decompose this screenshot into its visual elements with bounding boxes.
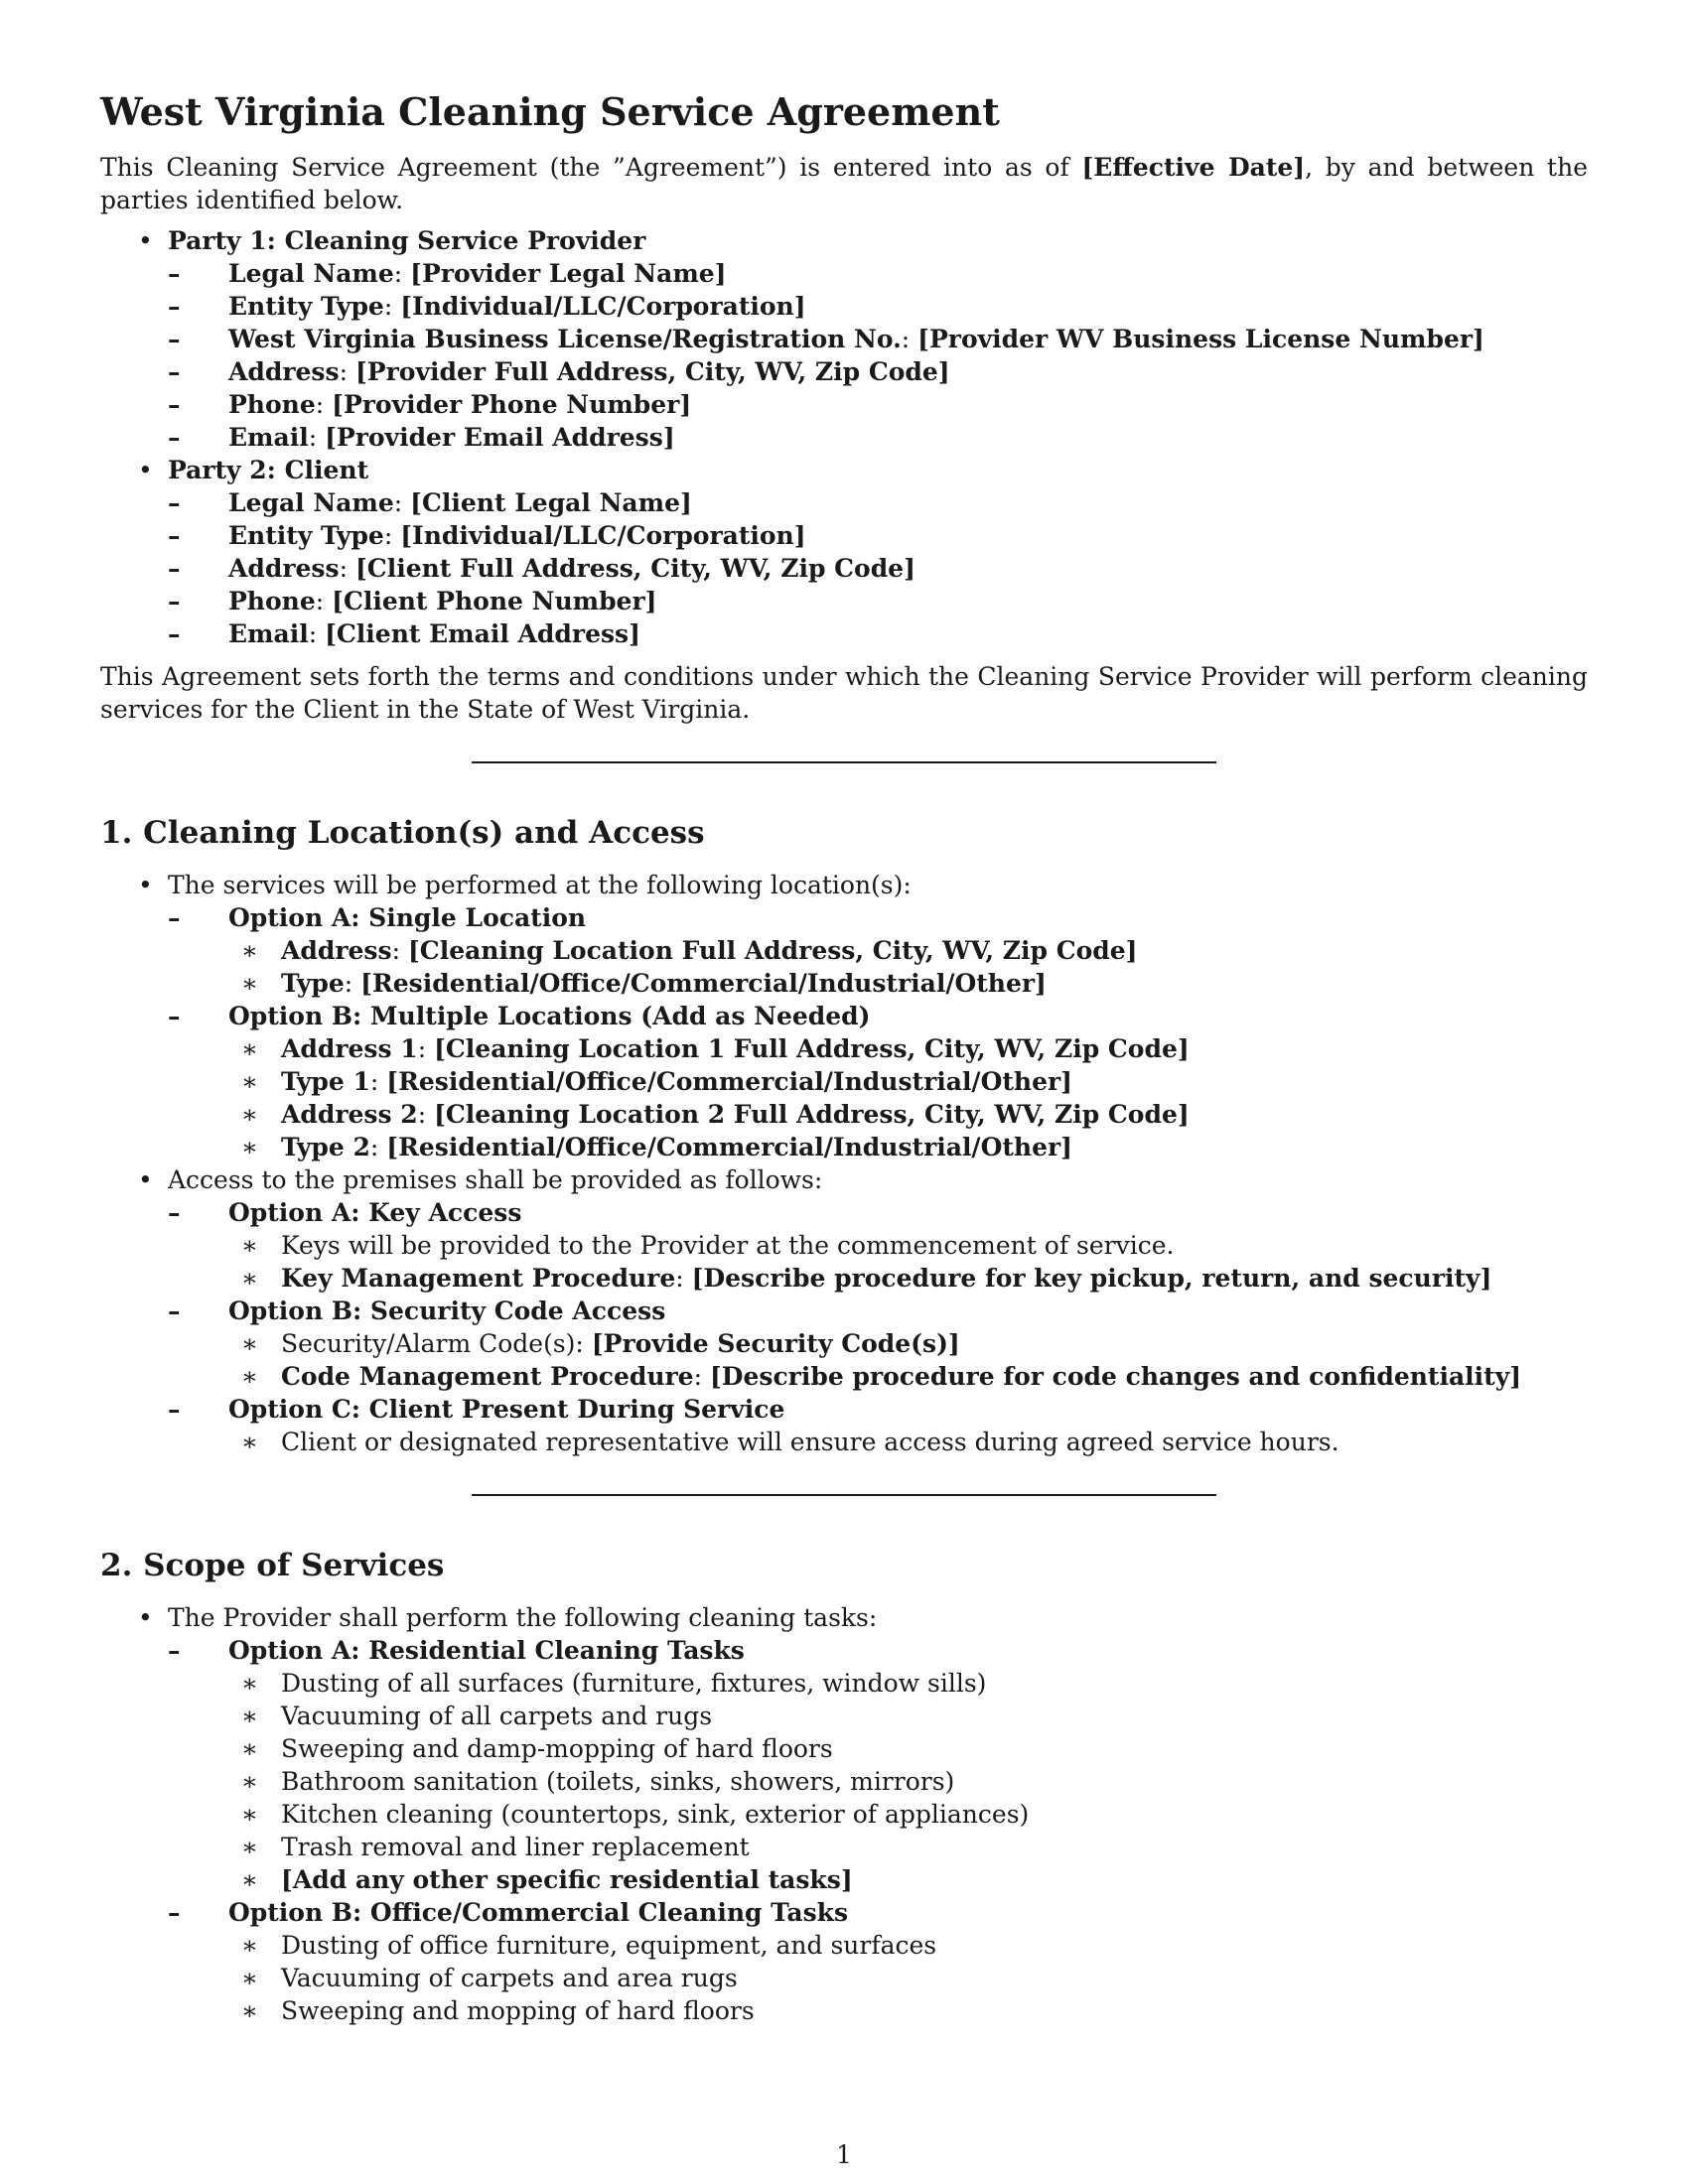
task-item: ∗ [Add any other specific residential tasks] xyxy=(168,1863,1588,1896)
parties-list xyxy=(100,224,1588,650)
party-1-field: – Address: [Provider Full Address, City, WV, Zip Code] xyxy=(168,355,1588,388)
intro-text-start: This Cleaning Service Agreement (the ”Agreement”) is entered into as of xyxy=(100,153,1082,182)
party-1-field: – Legal Name: [Provider Legal Name] xyxy=(168,257,1588,290)
access-option-a: – Option A: Key Access ∗ Keys will be provided to the Provider at the commencement of service. ∗ Key Management Procedure: [Describe procedure for key pickup, return, and security] xyxy=(168,1196,1588,1295)
party-1-field: – Email: [Provider Email Address] xyxy=(168,421,1588,454)
location-field: ∗ Type 2: [Residential/Office/Commercial/Industrial/Other] xyxy=(168,1131,1588,1163)
access-detail: ∗ Security/Alarm Code(s): [Provide Security Code(s)] xyxy=(168,1327,1588,1360)
location-option-a: – Option A: Single Location ∗ Address: [Cleaning Location Full Address, City, WV, Zip Code] ∗ Type: [Residential/Office/Commercial/Industrial/Other] xyxy=(168,901,1588,1000)
section-divider xyxy=(472,1494,1216,1496)
party-2-field: – Email: [Client Email Address] xyxy=(168,617,1588,650)
task-item: ∗ Trash removal and liner replacement xyxy=(168,1831,1588,1863)
task-item: ∗ Bathroom sanitation (toilets, sinks, showers, mirrors) xyxy=(168,1765,1588,1798)
page-number: 1 xyxy=(836,2140,852,2169)
document-page xyxy=(100,87,1588,2037)
effective-date-placeholder: [Effective Date] xyxy=(1081,153,1306,182)
task-item: ∗ Dusting of all surfaces (furniture, fixtures, window sills) xyxy=(168,1667,1588,1700)
location-field: ∗ Type 1: [Residential/Office/Commercial/Industrial/Other] xyxy=(168,1065,1588,1098)
party-1-field: – Phone: [Provider Phone Number] xyxy=(168,388,1588,421)
party-2-field: – Entity Type: [Individual/LLC/Corporation] xyxy=(168,519,1588,552)
party-2-field: – Phone: [Client Phone Number] xyxy=(168,585,1588,617)
intro-paragraph xyxy=(100,151,1588,216)
section-1-list xyxy=(100,869,1588,1458)
section-2-heading: 2. Scope of Services xyxy=(100,1548,445,1583)
access-intro: Access to the premises shall be provided as follows: xyxy=(168,1165,823,1194)
section-divider xyxy=(472,761,1216,763)
closing-paragraph: This Agreement sets forth the terms and conditions under which the Cleaning Service Provider will perform cleaning services for the Client in the State of West Virginia. xyxy=(100,662,1588,724)
scope-option-b: – Option B: Office/Commercial Cleaning Tasks ∗ Dusting of office furniture, equipment, and surfaces ∗ Vacuuming of carpets and area rugs ∗ Sweeping and mopping of hard floors xyxy=(168,1896,1588,2027)
document-title: West Virginia Cleaning Service Agreement xyxy=(100,89,1000,134)
scope-option-a: – Option A: Residential Cleaning Tasks ∗ Dusting of all surfaces (furniture, fixtures, window sills) ∗ Vacuuming of all carpets and rugs ∗ Sweeping and damp-mopping of hard floors ∗ Bathroom sanitation (toilets, sinks, showers, mirrors) ∗ Kitchen cleaning (countertops, sink, exterior of appliances) ∗ Trash removal and liner replacement ∗ [Add any other specific residential tasks] xyxy=(168,1634,1588,1896)
party-1-heading: Party 1: Cleaning Service Provider xyxy=(168,226,646,255)
location-field: ∗ Address 1: [Cleaning Location 1 Full Address, City, WV, Zip Code] xyxy=(168,1032,1588,1065)
scope-item xyxy=(100,1601,1588,2027)
party-2-heading: Party 2: Client xyxy=(168,456,369,484)
location-option-b: – Option B: Multiple Locations (Add as Needed) ∗ Address 1: [Cleaning Location 1 Full Address, City, WV, Zip Code] ∗ Type 1: [Residential/Office/Commercial/Industrial/Other] ∗ Address 2: [Cleaning Location 2 Full Address, City, WV, Zip Code] ∗ Type 2: [Residential/Office/Commercial/Industrial/Other] xyxy=(168,1000,1588,1163)
party-1-field: – West Virginia Business License/Registration No.: [Provider WV Business License Number] xyxy=(168,323,1588,355)
access-detail: ∗ Keys will be provided to the Provider at the commencement of service. xyxy=(168,1229,1588,1262)
task-item: ∗ Sweeping and damp-mopping of hard floors xyxy=(168,1732,1588,1765)
section-1-heading: 1. Cleaning Location(s) and Access xyxy=(100,815,705,851)
party-1-fields xyxy=(168,257,1588,454)
task-item: ∗ Vacuuming of all carpets and rugs xyxy=(168,1700,1588,1732)
location-field: ∗ Type: [Residential/Office/Commercial/Industrial/Other] xyxy=(168,967,1588,1000)
access-detail: ∗ Key Management Procedure: [Describe procedure for key pickup, return, and security] xyxy=(168,1262,1588,1295)
task-item: ∗ Vacuuming of carpets and area rugs xyxy=(168,1962,1588,1994)
access-detail: ∗ Client or designated representative will ensure access during agreed service hours. xyxy=(168,1426,1588,1458)
party-2-field: – Legal Name: [Client Legal Name] xyxy=(168,486,1588,519)
location-field: ∗ Address: [Cleaning Location Full Address, City, WV, Zip Code] xyxy=(168,934,1588,967)
party-2-field: – Address: [Client Full Address, City, WV, Zip Code] xyxy=(168,552,1588,585)
section-2-list xyxy=(100,1601,1588,2027)
task-item: ∗ Sweeping and mopping of hard floors xyxy=(168,1994,1588,2027)
task-item: ∗ Dusting of office furniture, equipment, and surfaces xyxy=(168,1929,1588,1962)
party-2-item xyxy=(100,454,1588,650)
party-1-item xyxy=(100,224,1588,454)
access-option-c: – Option C: Client Present During Service ∗ Client or designated representative will ensure access during agreed service hours. xyxy=(168,1393,1588,1458)
locations-item xyxy=(100,869,1588,1163)
access-option-b: – Option B: Security Code Access ∗ Security/Alarm Code(s): [Provide Security Code(s)] ∗ Code Management Procedure: [Describe procedure for code changes and confidentiality] xyxy=(168,1295,1588,1393)
intro-text-end: , by and between the parties identified below. xyxy=(100,153,1588,214)
access-detail: ∗ Code Management Procedure: [Describe procedure for code changes and confidentiality] xyxy=(168,1360,1588,1393)
access-item xyxy=(100,1163,1588,1458)
task-item: ∗ Kitchen cleaning (countertops, sink, exterior of appliances) xyxy=(168,1798,1588,1831)
locations-intro: The services will be performed at the following location(s): xyxy=(168,871,912,899)
party-1-field: – Entity Type: [Individual/LLC/Corporation] xyxy=(168,290,1588,323)
scope-intro: The Provider shall perform the following cleaning tasks: xyxy=(168,1603,878,1632)
location-field: ∗ Address 2: [Cleaning Location 2 Full Address, City, WV, Zip Code] xyxy=(168,1098,1588,1131)
party-2-fields xyxy=(168,486,1588,650)
